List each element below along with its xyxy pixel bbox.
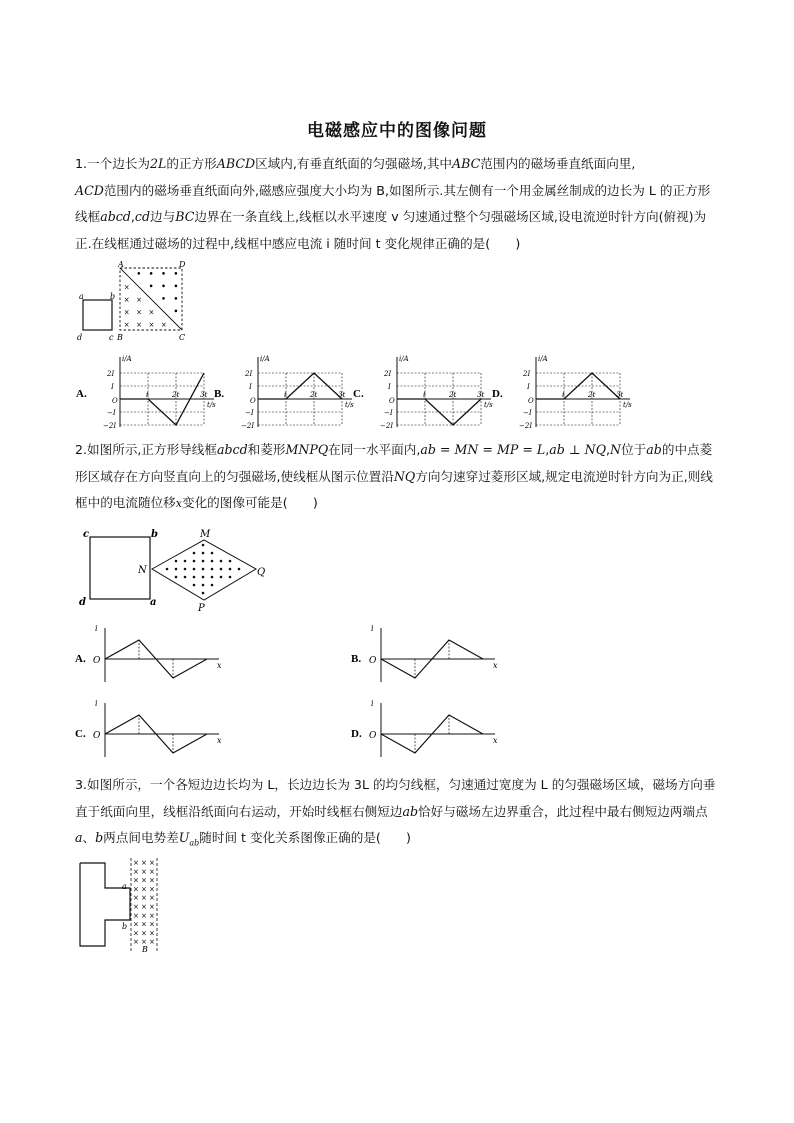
x-axis-label: x bbox=[493, 661, 498, 670]
question-number: 1. bbox=[75, 156, 88, 171]
option-label: B. bbox=[351, 653, 362, 665]
rhombus-label-P: P bbox=[198, 603, 205, 614]
field-dot bbox=[175, 560, 178, 563]
field-dot bbox=[193, 576, 196, 579]
tick-2t: 2t bbox=[172, 391, 180, 399]
origin-label: O bbox=[93, 656, 101, 666]
tick-neg-2I: −2I bbox=[241, 422, 255, 430]
tick-t: t bbox=[284, 391, 287, 399]
rhombus-label-M: M bbox=[200, 529, 211, 540]
field-cross: × bbox=[133, 867, 139, 876]
question-2-option-c-graph bbox=[75, 697, 225, 759]
tick-2I: 2I bbox=[384, 370, 392, 378]
option-label: D. bbox=[351, 728, 362, 740]
question-1-text: 1.一个边长为2L的正方形ABCD区域内,有垂直纸面的匀强磁场,其中ABC范围内的磁场垂直纸面向里, ACD范围内的磁场垂直纸面向外,磁感应强度大小均为 B,如图所示.其左侧有一个用金属丝制成的边长为 L 的正方形线框abcd,cd边与BC边界在一条直线上,线框以水平速度 v 匀速通过整个匀强磁场区域,设电流逆时针方向(俯视)为正.在线框通过磁场的过程中,线框中感应电流 i 随时间 t 变化规律正确的是( ) bbox=[75, 156, 711, 251]
tick-t: t bbox=[562, 391, 565, 399]
field-dot: • bbox=[173, 270, 179, 281]
field-dot bbox=[211, 568, 214, 571]
coil-label-d: d bbox=[79, 597, 86, 608]
field-dot: • bbox=[173, 295, 179, 305]
field-dot bbox=[211, 560, 214, 563]
field-cross: × bbox=[123, 296, 130, 304]
option-label: C. bbox=[75, 728, 86, 740]
question-2-text: 2.如图所示,正方形导线框abcd和菱形MNPQ在同一水平面内,ab = MN = MP = L,ab ⊥ NQ,N位于ab的中点菱形区域存在方向竖直向上的匀强磁场,使线框从图示位置沿NQ方向匀速穿过菱形区域,规定电流逆时针方向为正,则线框中的电流随位移x变化的图像可能是( ) bbox=[75, 442, 713, 510]
x-axis-label: t/s bbox=[345, 401, 354, 409]
question-2-figure bbox=[75, 525, 275, 615]
field-cross: × bbox=[123, 283, 130, 292]
tick-2I: 2I bbox=[107, 370, 115, 378]
region-label-A: A bbox=[118, 260, 124, 269]
field-dot: • bbox=[173, 282, 179, 293]
tick-3t: 3t bbox=[477, 391, 485, 399]
field-cross: × bbox=[133, 903, 139, 911]
coil-label-a: a bbox=[150, 597, 157, 608]
field-cross: × bbox=[141, 911, 147, 920]
question-number: 3. bbox=[75, 777, 88, 792]
coil-label-a: a bbox=[122, 882, 127, 891]
field-dot bbox=[238, 568, 241, 571]
tick-neg-I: −I bbox=[245, 409, 254, 417]
region-label-D: D bbox=[179, 260, 186, 269]
field-dot bbox=[229, 568, 232, 571]
x-axis-label: x bbox=[493, 736, 498, 745]
field-dot bbox=[229, 560, 232, 563]
field-cross: × bbox=[141, 867, 147, 876]
question-2 bbox=[75, 437, 720, 518]
field-dot: • bbox=[148, 282, 154, 293]
option-label: A. bbox=[75, 653, 86, 665]
field-cross: × bbox=[136, 308, 142, 317]
x-axis-label: t/s bbox=[207, 401, 216, 409]
field-cross: × bbox=[148, 308, 155, 317]
question-3-text: 3.如图所示，一个各短边边长均为 L，长边边长为 3L 的均匀线框，匀速通过宽度为 L 的匀强磁场区域，磁场方向垂直于纸面向里，线框沿纸面向右运动，开始时线框右侧短边ab恰好与磁场左边界重合，此过程中最右侧短边两端点a、b两点间电势差$U_{ab}$随时间 t 变化关系图像正确的是( ) bbox=[75, 777, 716, 848]
field-cross: × bbox=[148, 320, 155, 329]
field-dot bbox=[220, 568, 223, 571]
coil-label-a: a bbox=[79, 292, 84, 301]
coil-label-c: c bbox=[83, 529, 90, 540]
question-1-option-b-graph bbox=[213, 355, 358, 430]
origin-label: O bbox=[369, 731, 377, 741]
region-label-B: B bbox=[117, 333, 123, 342]
field-cross: × bbox=[141, 929, 147, 938]
field-cross: × bbox=[136, 296, 142, 304]
field-dot bbox=[193, 568, 196, 571]
tick-neg-I: −I bbox=[523, 409, 532, 417]
origin-label: O bbox=[528, 397, 534, 405]
field-dot bbox=[184, 576, 187, 579]
field-label-B: B bbox=[142, 945, 148, 954]
x-axis-label: t/s bbox=[623, 401, 632, 409]
field-cross: × bbox=[133, 859, 139, 867]
question-number: 2. bbox=[75, 442, 88, 457]
tick-2t: 2t bbox=[310, 391, 318, 399]
x-axis-label: x bbox=[217, 736, 222, 745]
t-shaped-coil bbox=[80, 863, 130, 946]
question-3 bbox=[75, 772, 720, 857]
question-1-figure bbox=[75, 258, 195, 348]
origin-label: O bbox=[93, 731, 101, 741]
field-cross: × bbox=[149, 885, 155, 894]
y-axis-label: i bbox=[95, 699, 98, 708]
x-axis-label: x bbox=[217, 661, 222, 670]
field-cross: × bbox=[133, 920, 139, 929]
field-dot bbox=[202, 544, 205, 547]
x-axis-label: t/s bbox=[484, 401, 493, 409]
option-label: D. bbox=[492, 388, 503, 400]
tick-3t: 3t bbox=[616, 391, 624, 399]
option-label: A. bbox=[76, 388, 87, 400]
field-cross: × bbox=[149, 938, 155, 947]
field-cross: × bbox=[133, 885, 139, 894]
page-title: 电磁感应中的图像问题 bbox=[307, 121, 487, 141]
origin-label: O bbox=[250, 397, 256, 405]
field-cross: × bbox=[149, 929, 155, 938]
field-dot bbox=[202, 584, 205, 587]
field-cross: × bbox=[141, 938, 147, 947]
question-2-option-a-graph bbox=[75, 622, 225, 684]
coil-label-b: b bbox=[151, 529, 158, 540]
field-cross: × bbox=[133, 876, 139, 885]
tick-neg-I: −I bbox=[107, 409, 116, 417]
field-dot bbox=[229, 576, 232, 579]
origin-label: O bbox=[389, 397, 395, 405]
field-dot bbox=[193, 584, 196, 587]
field-cross: × bbox=[141, 894, 147, 903]
tick-2t: 2t bbox=[449, 391, 457, 399]
field-cross: × bbox=[149, 920, 155, 929]
region-label-C: C bbox=[179, 333, 186, 342]
question-1-option-c-graph bbox=[352, 355, 497, 430]
tick-I: I bbox=[111, 383, 114, 391]
tick-2I: 2I bbox=[523, 370, 531, 378]
field-cross: × bbox=[133, 938, 139, 947]
origin-label: O bbox=[369, 656, 377, 666]
coil-label-c: c bbox=[109, 333, 114, 342]
coil-label-b: b bbox=[122, 922, 128, 931]
field-dot bbox=[184, 560, 187, 563]
field-cross: × bbox=[133, 894, 139, 903]
question-2-option-b-graph bbox=[351, 622, 501, 684]
field-dot bbox=[184, 568, 187, 571]
field-dot: • bbox=[136, 270, 142, 281]
field-cross: × bbox=[149, 894, 155, 903]
rhombus-label-Q: Q bbox=[257, 567, 266, 578]
option-label: B. bbox=[214, 388, 225, 400]
tick-neg-2I: −2I bbox=[103, 422, 117, 430]
question-2-option-d-graph bbox=[351, 697, 501, 759]
tick-2t: 2t bbox=[588, 391, 596, 399]
field-cross: × bbox=[133, 911, 139, 920]
field-cross: × bbox=[141, 859, 147, 867]
question-3-figure bbox=[75, 858, 175, 958]
tick-I: I bbox=[388, 383, 391, 391]
tick-I: I bbox=[527, 383, 530, 391]
y-axis-label: i/A bbox=[260, 355, 270, 363]
field-crosses bbox=[133, 859, 155, 946]
field-dot bbox=[202, 568, 205, 571]
field-dot bbox=[202, 576, 205, 579]
field-dot bbox=[211, 576, 214, 579]
coil-label-d: d bbox=[77, 333, 83, 342]
tick-3t: 3t bbox=[200, 391, 208, 399]
tick-neg-2I: −2I bbox=[519, 422, 533, 430]
tick-t: t bbox=[146, 391, 149, 399]
y-axis-label: i/A bbox=[399, 355, 409, 363]
field-dot bbox=[175, 568, 178, 571]
field-dot: • bbox=[160, 270, 167, 281]
field-cross: × bbox=[141, 903, 147, 911]
y-axis-label: i bbox=[95, 624, 98, 633]
rhombus-label-N: N bbox=[138, 565, 147, 576]
field-dot bbox=[211, 584, 214, 587]
tick-I: I bbox=[249, 383, 252, 391]
field-dot bbox=[166, 568, 169, 571]
question-1-option-d-graph bbox=[491, 355, 636, 430]
field-cross: × bbox=[141, 920, 147, 929]
field-dots bbox=[166, 544, 241, 595]
field-dot: • bbox=[160, 282, 167, 293]
field-cross: × bbox=[141, 876, 147, 885]
option-label: C. bbox=[353, 388, 364, 400]
y-axis-label: i bbox=[371, 699, 374, 708]
field-dot bbox=[193, 552, 196, 555]
y-axis-label: i/A bbox=[122, 355, 132, 363]
field-cross: × bbox=[123, 308, 130, 317]
question-1-option-a-graph bbox=[75, 355, 220, 430]
field-cross: × bbox=[123, 320, 130, 329]
field-dot bbox=[175, 576, 178, 579]
field-cross: × bbox=[160, 320, 167, 329]
question-1 bbox=[75, 151, 720, 257]
coil-label-b: b bbox=[110, 292, 116, 301]
field-dot bbox=[220, 576, 223, 579]
tick-neg-I: −I bbox=[384, 409, 393, 417]
field-dot bbox=[202, 560, 205, 563]
field-cross: × bbox=[149, 903, 155, 911]
field-cross: × bbox=[149, 911, 155, 920]
field-dot bbox=[202, 592, 205, 595]
field-cross: × bbox=[149, 859, 155, 867]
y-axis-label: i bbox=[371, 624, 374, 633]
field-cross: × bbox=[141, 885, 147, 894]
tick-3t: 3t bbox=[338, 391, 346, 399]
origin-label: O bbox=[112, 397, 118, 405]
field-cross: × bbox=[149, 867, 155, 876]
tick-t: t bbox=[423, 391, 426, 399]
field-dot bbox=[193, 560, 196, 563]
field-dot bbox=[211, 552, 214, 555]
field-dot bbox=[220, 560, 223, 563]
square-coil bbox=[83, 300, 112, 330]
field-dot bbox=[202, 552, 205, 555]
tick-2I: 2I bbox=[245, 370, 253, 378]
field-dot: • bbox=[160, 295, 167, 305]
field-dot: • bbox=[148, 270, 154, 281]
field-cross: × bbox=[136, 320, 142, 329]
tick-neg-2I: −2I bbox=[380, 422, 394, 430]
field-dot: • bbox=[173, 307, 179, 318]
y-axis-label: i/A bbox=[538, 355, 548, 363]
field-cross: × bbox=[133, 929, 139, 938]
field-cross: × bbox=[149, 876, 155, 885]
